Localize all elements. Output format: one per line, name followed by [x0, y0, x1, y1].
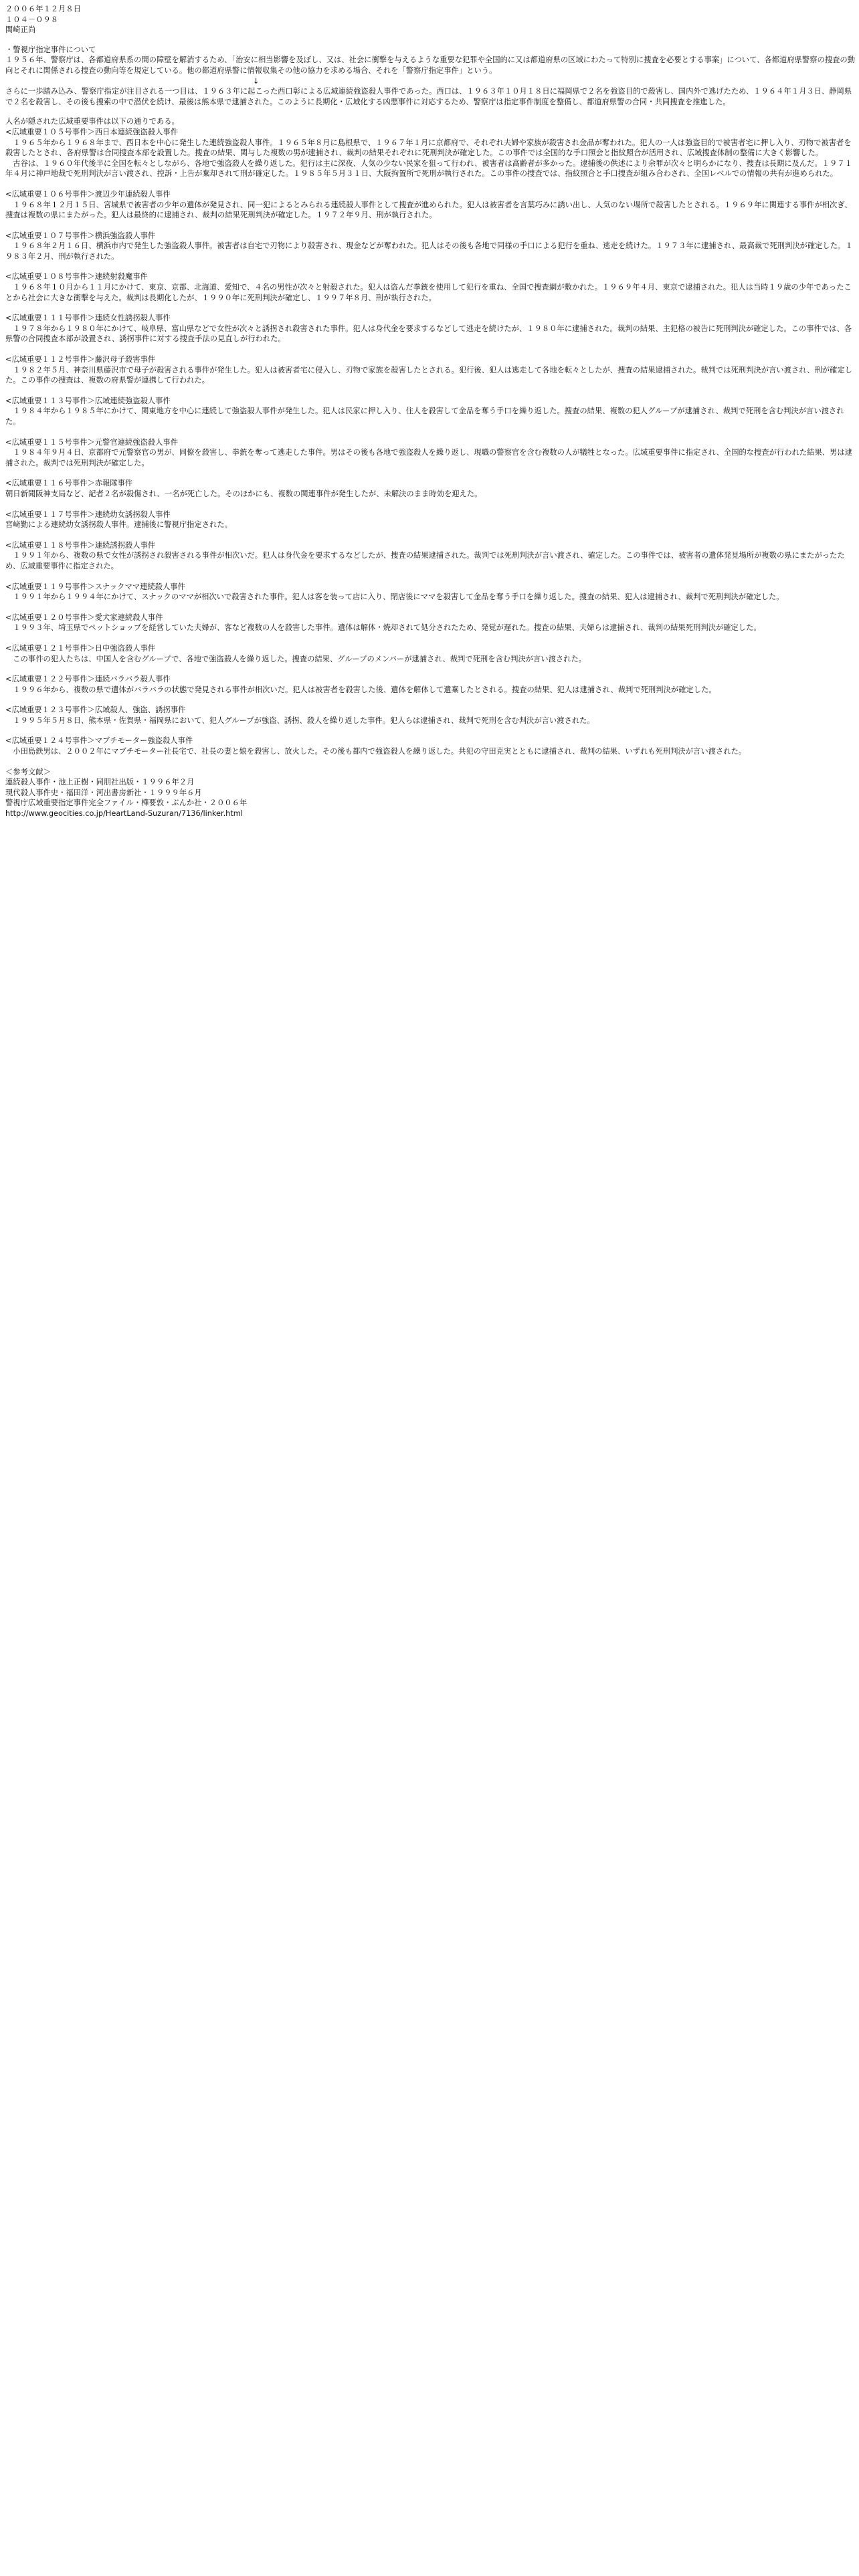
case-entry [5, 396, 855, 427]
case-title: <広域重要１０５号事件＞西日本連続強盗殺人事件 [5, 127, 178, 136]
case-body: １９９５年５月８日、熊本県・佐賀県・福岡県において、犯人グループが強盗、誘拐、殺人を繰り返した事件。犯人らは逮捕され、裁判で死刑を含む判決が言い渡された。 [5, 716, 595, 725]
case-entry [5, 189, 855, 221]
case-body: １９６８年１０月から１１月にかけて、東京、京都、北海道、愛知で、４名の男性が次々と射殺された。犯人は盗んだ拳銃を使用して犯行を重ね、全国で捜査網が敷かれた。１９６９年４月、東京で逮捕された。犯人は当時１９歳の少年であったことから社会に大きな衝撃を与えた。裁判は長期化したが、１９９０年に死刑判決が確定し、１９９７年８月、刑が執行された。 [5, 283, 852, 302]
references [5, 767, 855, 819]
case-title: <広域重要１０７号事件＞横浜強盗殺人事件 [5, 231, 156, 240]
reference-list [5, 777, 855, 819]
case-title: <広域重要１１７号事件＞連続幼女誘拐殺人事件 [5, 510, 171, 519]
reference-item: 現代殺人事件史・福田洋・河出書房新社・１９９９年６月 [5, 788, 202, 797]
case-body: １９６８年２月１６日、横浜市内で発生した強盗殺人事件。被害者は自宅で刃物により殺害され、現金などが奪われた。犯人はその後も各地で同様の手口による犯行を重ね、逃走を続けた。１９７３年に逮捕され、最高裁で死刑判決が確定した。１９８３年２月、刑が執行された。 [5, 241, 853, 261]
intro-paragraph-3: 人名が隠された広域重要事件は以下の通りである。 [5, 117, 179, 126]
case-title: <広域重要１２０号事件＞愛犬家連続殺人事件 [5, 613, 163, 622]
case-entry [5, 313, 855, 344]
case-title: <広域重要１１６号事件＞赤報隊事件 [5, 479, 133, 488]
spacer [5, 107, 855, 116]
case-body: １９８２年５月、神奈川県藤沢市で母子が殺害される事件が発生した。犯人は被害者宅に侵入し、刃物で家族を殺害したとされる。犯行後、犯人は逃走して各地を転々としたが、捜査の結果逮捕された。裁判では死刑判決が言い渡され、刑が確定した。この事件の捜査は、複数の府県警が連携して行われた。 [5, 365, 852, 385]
reference-url[interactable]: http://www.geocities.co.jp/HeartLand-Suzuran/7136/linker.html [5, 809, 243, 819]
case-title: <広域重要１１２号事件＞藤沢母子殺害事件 [5, 355, 156, 364]
case-entry [5, 510, 855, 530]
case-body: １９９１年から１９９４年にかけて、スナックのママが相次いで殺害された事件。犯人は客を装って店に入り、閉店後にママを殺害して金品を奪う手口を繰り返した。捜査の結果、犯人は逮捕され、裁判で死刑判決が確定した。 [5, 593, 784, 602]
case-entry [5, 272, 855, 303]
case-title: <広域重要１２２号事件＞連続バラバラ殺人事件 [5, 675, 171, 684]
reference-item: 連続殺人事件・池上正樹・同朋社出版・１９９６年２月 [5, 778, 195, 787]
case-title: <広域重要１０６号事件＞渡辺少年連続殺人事件 [5, 189, 171, 199]
arrow-down-icon: ↓ [253, 76, 260, 86]
references-title: ＜参考文献＞ [5, 767, 51, 776]
case-title: <広域重要１１９号事件＞スナックママ連続殺人事件 [5, 582, 185, 591]
doc-code: １０４－０９８ [5, 15, 59, 24]
case-title: <広域重要１１１号事件＞連続女性誘拐殺人事件 [5, 314, 171, 323]
case-body: １９８４年から１９８５年にかけて、関東地方を中心に連続して強盗殺人事件が発生した。犯人は民家に押し入り、住人を殺害して金品を奪う手口を繰り返した。捜査の結果、複数の犯人グループが逮捕され、裁判で死刑を含む判決が言い渡された。 [5, 407, 844, 426]
case-body: １９６８年１２月１５日、宮城県で被害者の少年の遺体が発見され、同一犯によるとみられる連続殺人事件として捜査が進められた。犯人は被害者を言葉巧みに誘い出し、人気のない場所で殺害したとされる。１９６９年に関連する事件が相次ぎ、捜査は複数の県にまたがった。犯人は最終的に逮捕され、裁判の結果死刑判決が確定した。１９７２年９月、刑が執行された。 [5, 200, 852, 220]
case-entry [5, 613, 855, 633]
case-body: １９９６年から、複数の県で遺体がバラバラの状態で発見される事件が相次いだ。犯人は被害者を殺害した後、遺体を解体して遺棄したとされる。捜査の結果、犯人は逮捕され、裁判で死刑判決が確定した。 [5, 685, 717, 694]
case-list [5, 127, 855, 757]
case-title: <広域重要１１５号事件＞元警官連続強盗殺人事件 [5, 437, 178, 447]
intro-paragraph-1: １９５６年、警察庁は、各都道府県系の間の障壁を解消するため、「治安に相当影響を及ぼし、又は、社会に衝撃を与えるような重要な犯罪や全国的に又は都道府県の区域にわたって特別に捜査を必要とする事案」について、各都道府県警察の捜査の動向とそれに関係される捜査の動向等を規定している。他の都道府県警に情報収集その他の協力を求める場合、それを「警察庁指定事件」という。 [5, 56, 856, 75]
case-entry [5, 643, 855, 664]
case-title: <広域重要１０８号事件＞連続射殺魔事件 [5, 272, 148, 282]
case-entry [5, 127, 855, 179]
document [0, 0, 859, 836]
case-title: <広域重要１１３号事件＞広域連続強盗殺人事件 [5, 396, 171, 405]
case-entry [5, 582, 855, 603]
case-title: <広域重要１２３号事件＞広域殺人、強盗、誘拐事件 [5, 706, 186, 715]
case-entry [5, 478, 855, 499]
case-entry [5, 540, 855, 572]
case-body: １９９３年、埼玉県でペットショップを経営していた夫婦が、客など複数の人を殺害した事件。遺体は解体・焼却されて処分されたため、発覚が遅れた。捜査の結果、夫婦らは逮捕され、裁判の結果死刑判決が確定した。 [5, 623, 761, 633]
case-body: 小田島鉄男は、２００２年にマブチモーター社長宅で、社長の妻と娘を殺害し、放火した。その後も都内で強盗殺人を繰り返した。共犯の守田克実とともに逮捕され、裁判の結果、いずれも死刑判決が言い渡された。 [5, 747, 747, 756]
case-title: <広域重要１１８号事件＞連続誘拐殺人事件 [5, 540, 156, 550]
case-title: <広域重要１２１号事件＞日中強盗殺人事件 [5, 643, 156, 653]
case-entry [5, 705, 855, 726]
case-body: 朝日新聞阪神支局など、記者２名が殺傷され、一名が死亡した。そのほかにも、複数の関連事件が発生したが、未解決のまま時効を迎えた。 [5, 489, 482, 498]
reference-item: 警視庁広域重要指定事件完全ファイル・樺要敦・ぶんか社・２００６年 [5, 798, 248, 808]
spacer [5, 35, 855, 45]
case-body: １９９１年から、複数の県で女性が誘拐され殺害される事件が相次いだ。犯人は身代金を要求するなどしたが、捜査の結果逮捕された。裁判では死刑判決が言い渡され、確定した。この事件では、被害者の遺体発見場所が複数の県にまたがったため、広域重要事件に指定された。 [5, 551, 845, 570]
case-body: １９６５年から１９６８年まで、西日本を中心に発生した連続強盗殺人事件。１９６５年８月に島根県で、１９６７年１月に京都府で、それぞれ夫婦や家族が殺害され金品が奪われた。犯人の一人は強盗目的で被害者宅に押し入り、刃物で被害者を殺害したとされ、各府県警は合同捜査本部を設置した。捜査の結果、関与した複数の男が逮捕され、裁判の結果それぞれに死刑判決が確定した。この事件では全国的な手口照会と指紋照合が活用され、広域捜査体制の整備に大きく影響した。 古谷は、１９６０年代後半に全国を転々としながら、各地で強盗殺人を繰り返した。犯行は主に深夜、人気の少ない民家を狙って行われ、被害者は高齢者が多かった。逮捕後の供述により余罪が次々と明らかになり、捜査は長期に及んだ。１９７１年４月に神戸地裁で死刑判決が言い渡され、控訴・上告が棄却されて刑が確定した。１９８５年５月３１日、大阪拘置所で死刑が執行された。この事件の捜査では、指紋照合と手口捜査が組み合わされ、全国レベルでの情報の共有が進められた。 [5, 138, 852, 179]
doc-author: 関崎正尚 [5, 25, 36, 35]
case-body: 宮﨑勤による連続幼女誘拐殺人事件。逮捕後に警視庁指定された。 [5, 520, 232, 530]
case-entry [5, 231, 855, 262]
case-entry [5, 674, 855, 695]
case-entry [5, 354, 855, 386]
case-entry [5, 736, 855, 756]
case-body: １９８４年９月４日、京都府で元警察官の男が、同僚を殺害し、拳銃を奪って逃走した事件。男はその後も各地で強盗殺人を繰り返し、現職の警察官を含む複数の人が犠牲となった。広域重要事件に指定され、全国的な捜査が行われた結果、男は逮捕された。裁判では死刑判決が確定した。 [5, 448, 852, 467]
doc-date: ２００６年１２月８日 [5, 5, 81, 13]
case-entry [5, 437, 855, 469]
case-title: <広域重要１２４号事件＞マブチモーター強盗殺人事件 [5, 736, 193, 746]
intro-title: ・警視庁指定事件について [5, 45, 96, 54]
intro-paragraph-2: さらに一歩踏み込み、警察庁指定が注目される一つ目は、１９６３年に起こった西口彰による広域連続強盗殺人事件であった。西口は、１９６３年１０月１８日に福岡県で２名を強盗目的で殺害し、国内外で逃げたため、１９６４年１月３日、静岡県で２名を殺害し、その後も捜索の中で潜伏を続け、最後は熊本県で逮捕された。このように長期化・広域化する凶悪事件に対応するため、警察庁は指定事件制度を整備し、都道府県警の合同・共同捜査を推進した。 [5, 87, 852, 106]
case-body: １９７８年から１９８０年にかけて、岐阜県、富山県などで女性が次々と誘拐され殺害された事件。犯人は身代金を要求するなどして逃走を続けたが、１９８０年に逮捕された。裁判の結果、主犯格の被告に死刑判決が確定した。この事件では、各県警の合同捜査本部が設置され、誘拐事件に対する捜査手法の見直しが行われた。 [5, 324, 852, 344]
case-body: この事件の犯人たちは、中国人を含むグループで、各地で強盗殺人を繰り返した。捜査の結果、グループのメンバーが逮捕され、裁判で死刑を含む判決が言い渡された。 [5, 654, 587, 663]
